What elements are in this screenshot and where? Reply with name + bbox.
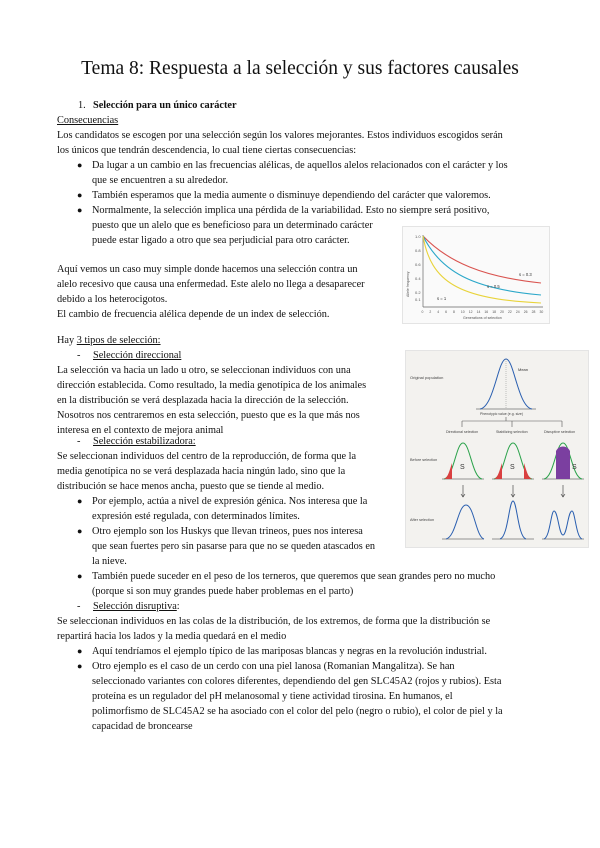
x-tick-label: 24 [515, 310, 520, 314]
connector-lines [462, 417, 562, 427]
bullet-text: seleccionado variantes con colores diferentes, dependiendo del gen SLC45A2 (rojos y rubios). Esta [92, 676, 502, 687]
x-tick-label: 4 [437, 310, 440, 314]
x-tick-label: 12 [468, 310, 473, 314]
consecuencias-label: Consecuencias [57, 115, 119, 126]
bullet-text: puesto que un alelo que es beneficioso para un determinado carácter [92, 220, 373, 231]
bullet-text: También esperamos que la media aumente o disminuye dependiendo del carácter que valoremos. [92, 190, 491, 201]
tipos-intro-prefix: Hay [57, 335, 77, 346]
dash-marker: - [77, 601, 81, 612]
selection-types-svg [406, 351, 588, 547]
s-mark: S [460, 464, 465, 471]
direccional-line: en la distribución se verá desplazada hacia la dirección de la selección. [57, 395, 349, 406]
estabilizadora-label: Selección estabilizadora: [93, 436, 196, 447]
disruptiva-line: repartirá hacia los lados y la media quedará en el medio [57, 631, 287, 642]
bullet-text: que se encuentren a su alrededor. [92, 175, 229, 186]
mean-label: Mean [518, 367, 529, 372]
x-tick-label: 14 [476, 310, 481, 314]
before-directional [442, 443, 484, 479]
tipos-intro [57, 333, 161, 348]
bullet-dot: ● [77, 571, 83, 581]
s-mark: S [572, 464, 577, 471]
direccional-line: La selección va hacia un lado u otro, se seleccionan individuos con una [57, 365, 351, 376]
estabilizadora-line: distribución se hace menos ancha, puesto que se tiende al medio. [57, 481, 325, 492]
consecuencias-intro-line: Los candidatos se escogen por una selección según los valores mejorantes. Estos individuos escogidos serán [57, 130, 503, 141]
curve-label: s = 1 [437, 296, 447, 301]
para-line: Aquí vemos un caso muy simple donde hacemos una selección contra un [57, 264, 358, 275]
x-tick-label: 10 [460, 310, 465, 314]
tipos-intro-underlined: 3 tipos de selección: [76, 335, 161, 346]
estabilizadora-line: media genotípica no se verá desplazada hacia ningún lado, sino que la [57, 466, 346, 477]
allele-frequency-svg [403, 227, 549, 323]
y-tick-label: 0.2 [415, 290, 421, 295]
curve-s-0.5 [423, 236, 541, 295]
bullet-dot: ● [77, 496, 83, 506]
section-number: 1. [78, 100, 86, 111]
bullet-text: capacidad de broncearse [92, 721, 193, 732]
x-tick-label: 18 [492, 310, 497, 314]
para-line: El cambio de frecuencia alélica depende de un index de selección. [57, 309, 330, 320]
bullet-text: polimorfismo de SLC45A2 se ha asociado con el color del pelo (negro o rubio), el color de piel y la [92, 706, 503, 717]
direccional-label: Selección direccional [93, 350, 182, 361]
x-tick-label: 2 [429, 310, 432, 314]
direccional-line: Nosotros nos centraremos en esta selección, puesto que es la que más nos [57, 410, 360, 421]
bullet-text: expresión esté regulada, con determinados límites. [92, 511, 300, 522]
bullet-dot: ● [77, 526, 83, 536]
s-mark: S [510, 464, 515, 471]
x-tick-label: 8 [452, 310, 455, 314]
para-line: debido a los heterocigotos. [57, 294, 168, 305]
x-tick-label: 26 [523, 310, 528, 314]
bullet-text: Otro ejemplo son los Huskys que llevan trineos, pues nos interesa [92, 526, 363, 537]
disruptiva-colon: : [176, 601, 180, 612]
bullet-text: proteína es un regulador del pH melanosomal y tiene actividad tirosina. En humanos, el [92, 691, 453, 702]
dash-marker: - [77, 350, 81, 361]
bullet-text: (porque si son muy grandes puede haber problemas en el parto) [92, 586, 354, 597]
x-tick-label: 20 [500, 310, 504, 314]
bullet-dot: ● [77, 190, 83, 200]
y-tick-label: 0.8 [415, 248, 421, 253]
x-tick-label: 0 [421, 310, 424, 314]
x-tick-label: 22 [508, 310, 512, 314]
para-line: alelo recesivo que causa una enfermedad. Este alelo no llega a desaparecer [57, 279, 365, 290]
arrows [461, 485, 565, 497]
bullet-text: Por ejemplo, actúa a nivel de expresión génica. Nos interesa que la [92, 496, 368, 507]
x-tick-label: 16 [484, 310, 489, 314]
estabilizadora-line: Se seleccionan individuos del centro de la reproducción, de forma que la [57, 451, 357, 462]
before-stabilizing [492, 443, 534, 479]
x-tick-label: 6 [445, 310, 447, 314]
disruptiva-line: Se seleccionan individuos en las colas de la distribución, de los extremos, de forma que la distribución se [57, 616, 491, 627]
disruptiva-label: Selección disruptiva [93, 601, 177, 612]
bullet-text: que sean fuertes pero sin pasarse para que no se queden atascados en [92, 541, 376, 552]
after-directional [442, 505, 484, 539]
allele-frequency-chart [402, 226, 550, 324]
column-head: Directional selection [446, 430, 479, 434]
y-tick-label: 0.1 [415, 297, 421, 302]
x-ticks [422, 310, 544, 314]
bullet-text: la nieve. [92, 556, 127, 567]
disruptiva-heading [93, 599, 180, 614]
bullet-text: Otro ejemplo es el caso de un cerdo con una piel lanosa (Romanian Mangalitza). Se han [92, 661, 455, 672]
direccional-line: dirección establecida. Como resultado, la media genotípica de los animales [57, 380, 367, 391]
row-label: After selection [410, 518, 435, 522]
after-disruptive [542, 511, 584, 539]
bullet-text: También puede suceder en el peso de los terneros, que queremos que sean grandes pero no mucho [92, 571, 496, 582]
section-heading: Selección para un único carácter [93, 100, 237, 111]
phenotypic-axis-label: Phenotypic value (e.g. size) [480, 412, 523, 416]
y-axis-label: Allele frequency [406, 271, 410, 297]
column-head: Stabilizing selection [496, 430, 528, 434]
consecuencias-intro-line: los únicos que tendrán descendencia, lo cual tiene ciertas consecuencias: [57, 145, 357, 156]
column-head: Disruptive selection [544, 430, 576, 434]
x-tick-label: 28 [531, 310, 536, 314]
bullet-dot: ● [77, 661, 83, 671]
bullet-dot: ● [77, 205, 83, 215]
curve-label: s = 0.3 [519, 272, 532, 277]
original-population-label: Original population [410, 375, 444, 380]
y-tick-label: 0.4 [415, 276, 421, 281]
selection-types-figure [405, 350, 589, 548]
bullet-text: Aquí tendríamos el ejemplo típico de las mariposas blancas y negras en la revolución industrial. [92, 646, 487, 657]
before-disruptive [542, 443, 584, 479]
page-title: Tema 8: Respuesta a la selección y sus factores causales [81, 58, 519, 79]
bullet-text: Normalmente, la selección implica una pérdida de la variabilidad. Esto no siempre será positivo, [92, 205, 490, 216]
bullet-text: Da lugar a un cambio en las frecuencias alélicas, de aquellos alelos relacionados con el carácter y los [92, 160, 508, 171]
x-axis-label: Generations of selection [463, 316, 502, 320]
curve-label: s = 0.5 [487, 284, 500, 289]
row-label: Before selection [410, 458, 438, 462]
y-tick-label: 0.6 [415, 262, 421, 267]
direccional-line: interesa en el contexto de mejora animal [57, 425, 224, 436]
after-stabilizing [492, 501, 534, 539]
y-tick-label: 1.0 [415, 234, 421, 239]
bullet-dot: ● [77, 646, 83, 656]
bullet-text: puede estar ligado a otro que sea perjudicial para otro carácter. [92, 235, 350, 246]
dash-marker: - [77, 436, 81, 447]
bullet-dot: ● [77, 160, 83, 170]
x-tick-label: 30 [539, 310, 544, 314]
